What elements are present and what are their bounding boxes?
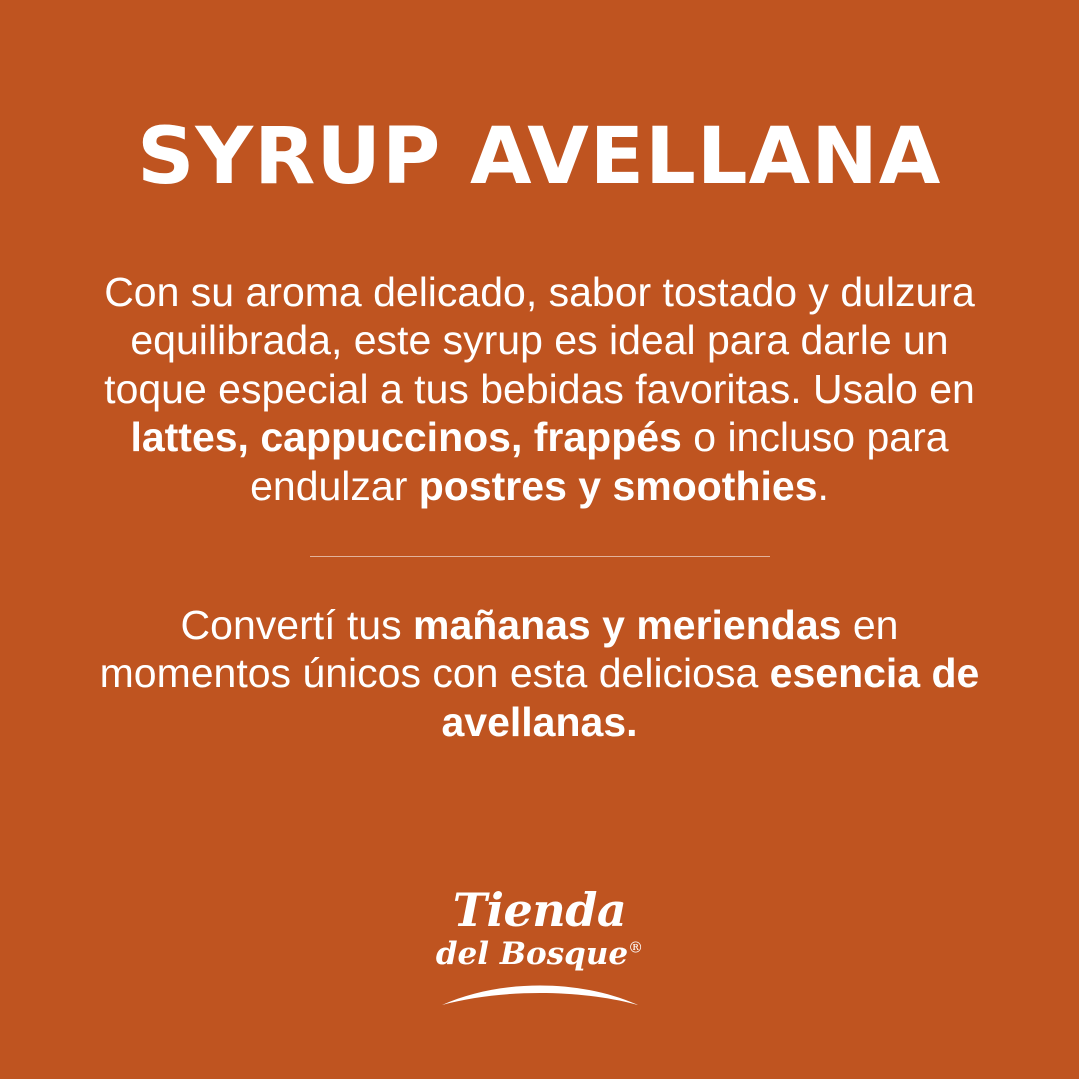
closing-bold-moments: mañanas y meriendas [412,601,842,648]
brand-logo-line2 [436,937,643,971]
description-bold-desserts: postres y smoothies [418,462,818,509]
page-title: SYRUP AVELLANA [137,112,942,202]
closing-text-part1: Convertí tus [180,601,413,648]
closing-paragraph [100,601,980,746]
description-bold-drinks: lattes, cappuccinos, frappés [130,414,682,461]
closing-text-part2: en momentos únicos con esta deliciosa [99,601,899,697]
closing-bold-essence: esencia de avellanas. [441,650,980,745]
brand-logo-line1: Tienda [452,882,627,937]
registered-mark: ® [628,938,644,957]
description-text-part1: Con su aroma delicado, sabor tostado y dulzura equilibrada, este syrup es ideal para darle un toque especial a tus bebidas favoritas. Usalo en [104,269,975,412]
description-paragraph [75,268,1005,510]
description-text-part2: o incluso para endulzar [250,414,949,509]
brand-logo [0,882,1079,1007]
description-text-part3: . [817,462,829,509]
brand-logo-line2-text: del Bosque [435,935,629,972]
swoosh-icon [440,981,640,1007]
divider [310,556,770,557]
